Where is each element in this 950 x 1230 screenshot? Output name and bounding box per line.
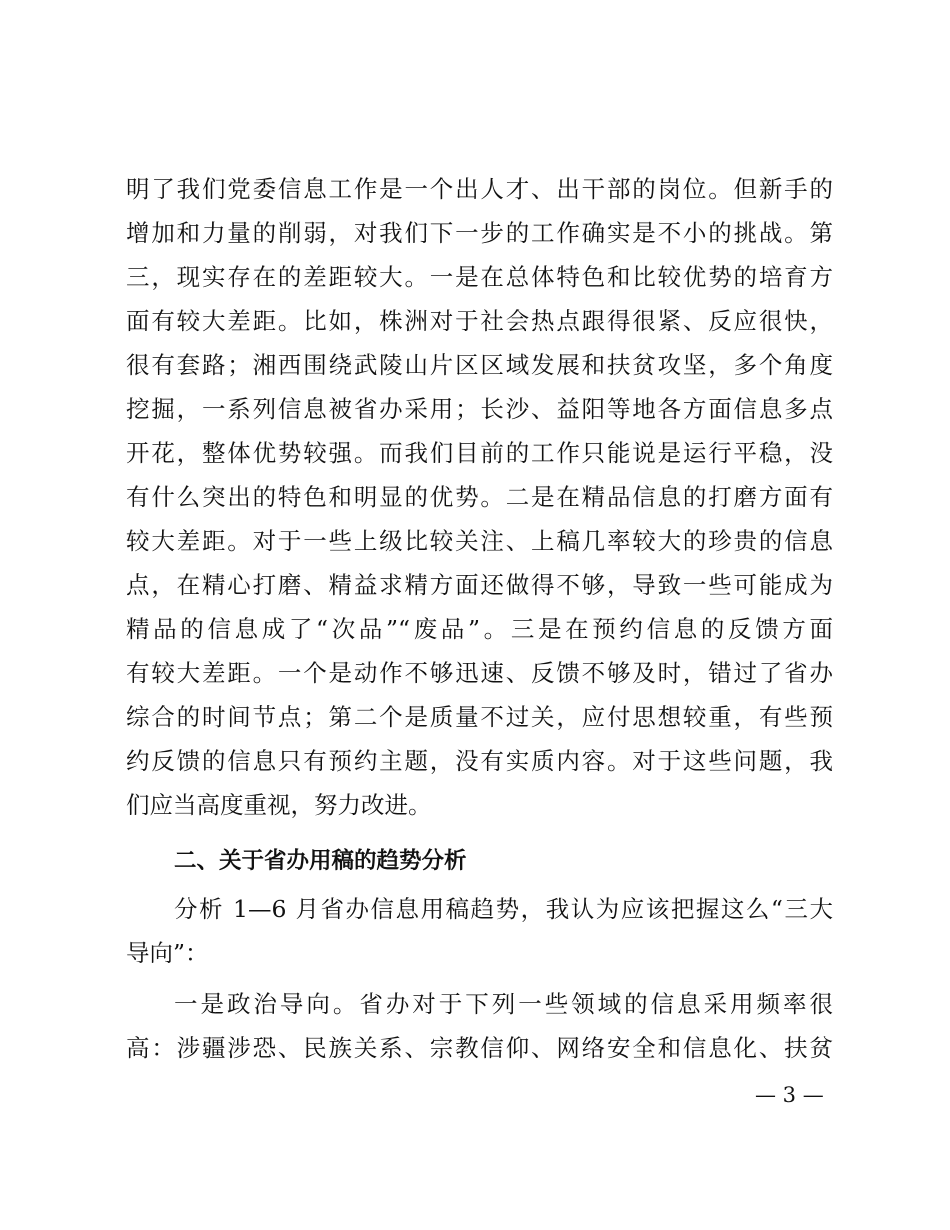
body-text-line: 开花，整体优势较强。而我们目前的工作只能说是运行平稳，没 (126, 439, 833, 467)
body-text-line: 很有套路；湘西围绕武陵山片区区域发展和扶贫攻坚，多个角度 (126, 351, 833, 379)
body-text-line: 们应当高度重视，努力改进。 (126, 791, 432, 819)
body-text-line: 导向”： (126, 939, 209, 967)
body-text-line: 面有较大差距。比如，株洲对于社会热点跟得很紧、反应很快， (126, 307, 833, 335)
body-text-line: 三，现实存在的差距较大。一是在总体特色和比较优势的培育方 (126, 263, 833, 291)
body-text-line: 增加和力量的削弱，对我们下一步的工作确实是不小的挑战。第 (126, 219, 833, 247)
body-text-line: 明了我们党委信息工作是一个出人才、出干部的岗位。但新手的 (126, 175, 833, 203)
section-heading: 二、关于省办用稿的趋势分析 (174, 848, 467, 874)
body-text-line: 较大差距。对于一些上级比较关注、上稿几率较大的珍贵的信息 (126, 527, 833, 555)
body-text-line: 精品的信息成了“次品”“废品”。三是在预约信息的反馈方面 (126, 615, 833, 643)
body-text-line: 有较大差距。一个是动作不够迅速、反馈不够及时，错过了省办 (126, 659, 833, 687)
body-text-line: 挖掘，一系列信息被省办采用；长沙、益阳等地各方面信息多点 (126, 395, 833, 423)
body-text-line: 分析 1—6 月省办信息用稿趋势，我认为应该把握这么“三大 (174, 895, 833, 923)
body-text-line: 点，在精心打磨、精益求精方面还做得不够，导致一些可能成为 (126, 571, 833, 599)
body-text-line: 约反馈的信息只有预约主题，没有实质内容。对于这些问题，我 (126, 747, 833, 775)
body-text-line: 一是政治导向。省办对于下列一些领域的信息采用频率很 (174, 990, 833, 1018)
page-number: — 3 — (755, 1083, 824, 1107)
body-text-line: 有什么突出的特色和明显的优势。二是在精品信息的打磨方面有 (126, 483, 833, 511)
body-text-line: 综合的时间节点；第二个是质量不过关，应付思想较重，有些预 (126, 703, 833, 731)
body-text-line: 高：涉疆涉恐、民族关系、宗教信仰、网络安全和信息化、扶贫 (126, 1034, 833, 1062)
